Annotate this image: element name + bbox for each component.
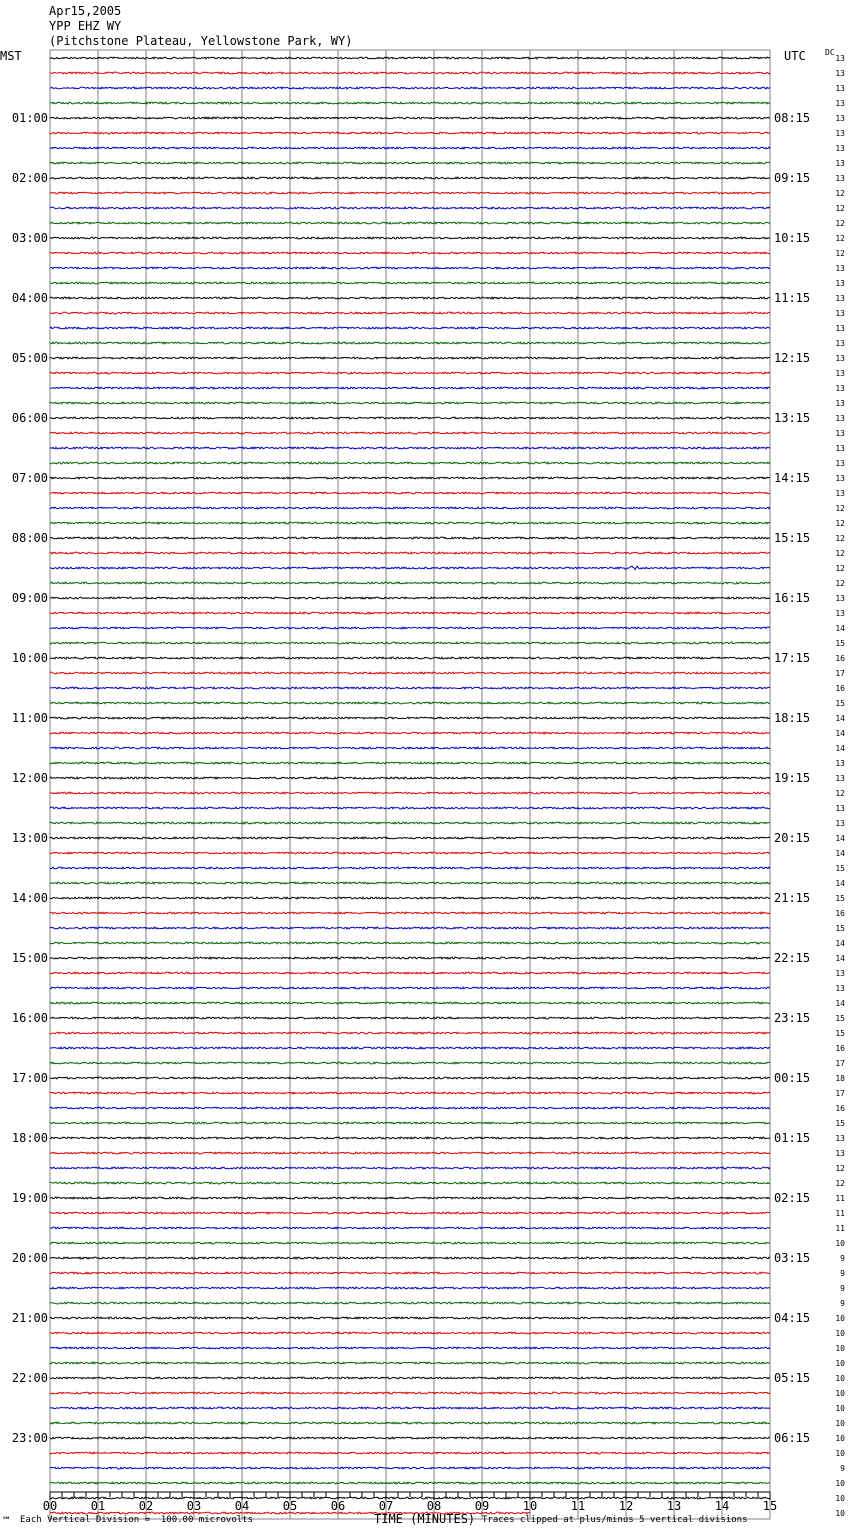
trace-row xyxy=(50,566,770,569)
trace-row xyxy=(50,612,770,614)
x-tick-label: 13 xyxy=(666,1499,682,1513)
x-tick-label: 14 xyxy=(714,1499,730,1513)
trace-row xyxy=(50,402,770,404)
trace-row xyxy=(50,1227,770,1229)
trace-row xyxy=(50,1107,770,1109)
dc-offset-label: 13 xyxy=(835,369,845,378)
trace-row xyxy=(50,207,770,209)
trace-row xyxy=(50,1242,770,1244)
dc-offset-label: 12 xyxy=(835,534,845,543)
hour-label-right: 10:15 xyxy=(774,231,811,245)
x-tick-label: 09 xyxy=(474,1499,490,1513)
trace-row xyxy=(50,507,770,509)
x-tick-label: 12 xyxy=(618,1499,634,1513)
dc-offset-label: 15 xyxy=(835,699,845,708)
dc-offset-label: 13 xyxy=(835,969,845,978)
trace-row xyxy=(50,1362,770,1364)
dc-offset-label: 13 xyxy=(835,384,845,393)
x-tick-label: 01 xyxy=(90,1499,106,1513)
hour-label-left: 12:00 xyxy=(11,771,48,785)
hour-label-right: 23:15 xyxy=(774,1011,811,1025)
trace-row xyxy=(50,1152,770,1154)
hour-label-left: 21:00 xyxy=(11,1311,48,1325)
dc-offset-label: 13 xyxy=(835,609,845,618)
dc-offset-label: 11 xyxy=(835,1194,845,1203)
dc-offset-label: 13 xyxy=(835,594,845,603)
trace-row xyxy=(50,927,770,929)
x-tick-label: 08 xyxy=(426,1499,442,1513)
dc-offset-label: 9 xyxy=(840,1464,845,1473)
dc-offset-label: 15 xyxy=(835,1014,845,1023)
trace-row xyxy=(50,702,770,704)
trace-row xyxy=(50,1452,770,1454)
trace-row xyxy=(50,1377,770,1379)
dc-offset-label: 12 xyxy=(835,1164,845,1173)
hour-label-right: 12:15 xyxy=(774,351,811,365)
hour-label-right: 06:15 xyxy=(774,1431,811,1445)
trace-row xyxy=(50,1122,770,1124)
trace-row xyxy=(50,1317,770,1319)
x-tick-label: 10 xyxy=(522,1499,538,1513)
dc-offset-label: 13 xyxy=(835,294,845,303)
hour-label-left: 16:00 xyxy=(11,1011,48,1025)
dc-offset-label: 10 xyxy=(835,1359,845,1368)
dc-offset-label: 13 xyxy=(835,474,845,483)
dc-offset-label: 13 xyxy=(835,1149,845,1158)
x-axis xyxy=(43,1492,777,1513)
trace-row xyxy=(50,462,770,464)
trace-row xyxy=(50,1002,770,1004)
trace-row xyxy=(50,1392,770,1394)
dc-offset-label: 14 xyxy=(835,954,845,963)
plot-date: Apr15,2005 xyxy=(49,4,122,18)
hour-label-right: 04:15 xyxy=(774,1311,811,1325)
x-tick-label: 02 xyxy=(138,1499,154,1513)
trace-row xyxy=(50,1197,770,1199)
hour-label-left: 15:00 xyxy=(11,951,48,965)
hour-label-left: 18:00 xyxy=(11,1131,48,1145)
trace-row xyxy=(50,1092,770,1094)
hour-label-right: 09:15 xyxy=(774,171,811,185)
dc-offset-label: 13 xyxy=(835,309,845,318)
dc-offset-label: 12 xyxy=(835,789,845,798)
dc-offset-label: 13 xyxy=(835,84,845,93)
dc-offset-label: 13 xyxy=(835,399,845,408)
hour-label-left: 22:00 xyxy=(11,1371,48,1385)
trace-row xyxy=(50,477,770,479)
hour-label-left: 06:00 xyxy=(11,411,48,425)
hour-label-left: 04:00 xyxy=(11,291,48,305)
trace-row xyxy=(50,672,770,674)
dc-offset-label: 13 xyxy=(835,54,845,63)
dc-offset-label: 10 xyxy=(835,1329,845,1338)
dc-offset-label: 13 xyxy=(835,159,845,168)
trace-row xyxy=(50,57,770,59)
hour-label-left: 07:00 xyxy=(11,471,48,485)
dc-offset-label: 12 xyxy=(835,204,845,213)
dc-offset-label: 17 xyxy=(835,1059,845,1068)
trace-row xyxy=(50,777,770,779)
trace-row xyxy=(50,1272,770,1274)
trace-row xyxy=(50,117,770,119)
hour-label-left: 17:00 xyxy=(11,1071,48,1085)
hour-label-left: 19:00 xyxy=(11,1191,48,1205)
hour-label-right: 19:15 xyxy=(774,771,811,785)
trace-row xyxy=(50,1182,770,1184)
x-tick-label: 05 xyxy=(282,1499,298,1513)
dc-offset-label: 13 xyxy=(835,984,845,993)
dc-offset-label: 14 xyxy=(835,729,845,738)
trace-row xyxy=(50,432,770,434)
dc-offset-label: 9 xyxy=(840,1299,845,1308)
trace-row xyxy=(50,1347,770,1349)
minute-grid xyxy=(50,50,770,1519)
trace-row xyxy=(50,1212,770,1214)
dc-offset-label: 12 xyxy=(835,504,845,513)
dc-offset-label: 15 xyxy=(835,924,845,933)
dc-offset-label: 16 xyxy=(835,909,845,918)
trace-row xyxy=(50,597,770,599)
hour-label-left: 03:00 xyxy=(11,231,48,245)
hour-label-right: 01:15 xyxy=(774,1131,811,1145)
dc-offset-label: 16 xyxy=(835,1044,845,1053)
trace-row xyxy=(50,687,770,689)
dc-offset-label: 14 xyxy=(835,714,845,723)
trace-row xyxy=(50,1497,770,1499)
trace-row xyxy=(50,1257,770,1259)
dc-offset-label: 9 xyxy=(840,1284,845,1293)
dc-offset-label: 12 xyxy=(835,189,845,198)
trace-row xyxy=(50,552,770,554)
trace-row xyxy=(50,1302,770,1304)
trace-row xyxy=(50,192,770,194)
trace-row xyxy=(50,342,770,344)
trace-row xyxy=(50,1482,770,1484)
dc-offset-label: 9 xyxy=(840,1254,845,1263)
trace-row xyxy=(50,1047,770,1049)
hour-label-right: 16:15 xyxy=(774,591,811,605)
dc-offset-label: 13 xyxy=(835,489,845,498)
hour-label-right: 02:15 xyxy=(774,1191,811,1205)
trace-row xyxy=(50,852,770,854)
dc-offset-label: 14 xyxy=(835,999,845,1008)
dc-offset-label: 16 xyxy=(835,1104,845,1113)
dc-offset-label: 14 xyxy=(835,849,845,858)
trace-row xyxy=(50,642,770,644)
hour-label-left: 08:00 xyxy=(11,531,48,545)
trace-row xyxy=(50,267,770,269)
trace-row xyxy=(50,1467,770,1469)
hour-label-left: 02:00 xyxy=(11,171,48,185)
x-tick-label: 15 xyxy=(762,1499,778,1513)
trace-row xyxy=(50,312,770,314)
trace-row xyxy=(50,162,770,164)
trace-row xyxy=(50,897,770,899)
dc-offset-label: 13 xyxy=(835,819,845,828)
trace-row xyxy=(50,837,770,839)
dc-label: DC xyxy=(825,48,835,57)
x-tick-label: 04 xyxy=(234,1499,250,1513)
trace-row xyxy=(50,957,770,959)
trace-row xyxy=(50,492,770,494)
dc-offset-label: 10 xyxy=(835,1344,845,1353)
trace-row xyxy=(50,102,770,104)
dc-offset-label: 13 xyxy=(835,804,845,813)
dc-offset-label: 13 xyxy=(835,324,845,333)
dc-offset-label: 10 xyxy=(835,1239,845,1248)
trace-row xyxy=(50,807,770,809)
trace-row xyxy=(50,732,770,734)
dc-offset-label: 12 xyxy=(835,1179,845,1188)
trace-row xyxy=(50,282,770,284)
dc-offset-label: 14 xyxy=(835,744,845,753)
dc-offset-label: 16 xyxy=(835,684,845,693)
dc-offset-label: 10 xyxy=(835,1314,845,1323)
trace-row xyxy=(50,72,770,74)
dc-offset-label: 15 xyxy=(835,894,845,903)
dc-offset-label: 12 xyxy=(835,219,845,228)
dc-offset-label: 13 xyxy=(835,279,845,288)
dc-offset-label: 17 xyxy=(835,1089,845,1098)
hour-label-right: 05:15 xyxy=(774,1371,811,1385)
x-tick-label: 07 xyxy=(378,1499,394,1513)
dc-offset-label: 18 xyxy=(835,1074,845,1083)
dc-offset-label: 12 xyxy=(835,519,845,528)
dc-offset-label: 13 xyxy=(835,69,845,78)
trace-row xyxy=(50,1422,770,1424)
hour-label-left: 01:00 xyxy=(11,111,48,125)
dc-offset-label: 12 xyxy=(835,249,845,258)
trace-row xyxy=(50,762,770,764)
trace-row xyxy=(50,822,770,824)
x-tick-label: 00 xyxy=(42,1499,58,1513)
hour-label-right: 18:15 xyxy=(774,711,811,725)
hour-label-right: 22:15 xyxy=(774,951,811,965)
trace-row xyxy=(50,657,770,659)
dc-offset-label: 10 xyxy=(835,1389,845,1398)
trace-row xyxy=(50,747,770,749)
dc-offset-label: 10 xyxy=(835,1449,845,1458)
hour-label-right: 00:15 xyxy=(774,1071,811,1085)
trace-row xyxy=(50,297,770,299)
dc-offset-label: 13 xyxy=(835,459,845,468)
trace-row xyxy=(50,1062,770,1064)
dc-offset-label: 12 xyxy=(835,549,845,558)
hour-label-left: 20:00 xyxy=(11,1251,48,1265)
left-timezone-label: MST xyxy=(0,49,22,63)
hour-label-right: 17:15 xyxy=(774,651,811,665)
trace-row xyxy=(50,522,770,524)
hour-label-right: 21:15 xyxy=(774,891,811,905)
dc-offset-label: 13 xyxy=(835,429,845,438)
trace-row xyxy=(50,537,770,539)
hour-label-right: 13:15 xyxy=(774,411,811,425)
trace-row xyxy=(50,912,770,914)
trace-row xyxy=(50,357,770,359)
trace-row xyxy=(50,867,770,869)
trace-row xyxy=(50,87,770,89)
dc-offset-label: 13 xyxy=(835,444,845,453)
dc-offset-label: 16 xyxy=(835,654,845,663)
dc-offset-label: 15 xyxy=(835,639,845,648)
dc-offset-label: 13 xyxy=(835,759,845,768)
dc-offset-label: 13 xyxy=(835,114,845,123)
trace-row xyxy=(50,1017,770,1019)
trace-row xyxy=(50,1332,770,1334)
dc-offset-label: 10 xyxy=(835,1479,845,1488)
dc-offset-label: 14 xyxy=(835,879,845,888)
trace-row xyxy=(50,1077,770,1079)
dc-offset-label: 17 xyxy=(835,669,845,678)
dc-offset-label: 13 xyxy=(835,129,845,138)
hour-label-right: 15:15 xyxy=(774,531,811,545)
trace-rows xyxy=(50,57,770,1514)
dc-offset-labels xyxy=(835,54,845,1518)
dc-offset-label: 9 xyxy=(840,1269,845,1278)
dc-offset-label: 13 xyxy=(835,339,845,348)
dc-offset-label: 10 xyxy=(835,1419,845,1428)
trace-row xyxy=(50,1167,770,1169)
hour-label-right: 08:15 xyxy=(774,111,811,125)
dc-offset-label: 10 xyxy=(835,1404,845,1413)
dc-offset-label: 12 xyxy=(835,234,845,243)
dc-offset-label: 10 xyxy=(835,1434,845,1443)
x-tick-label: 11 xyxy=(570,1499,586,1513)
trace-row xyxy=(50,1137,770,1139)
trace-row xyxy=(50,942,770,944)
trace-row xyxy=(50,882,770,884)
trace-row xyxy=(50,222,770,224)
hour-label-left: 11:00 xyxy=(11,711,48,725)
dc-offset-label: 13 xyxy=(835,1134,845,1143)
station-location: (Pitchstone Plateau, Yellowstone Park, WY) xyxy=(49,34,353,48)
hour-label-left: 05:00 xyxy=(11,351,48,365)
dc-offset-label: 14 xyxy=(835,834,845,843)
dc-offset-label: 10 xyxy=(835,1509,845,1518)
trace-row xyxy=(50,627,770,629)
trace-row xyxy=(50,792,770,794)
dc-offset-label: 13 xyxy=(835,144,845,153)
trace-row xyxy=(50,177,770,179)
hour-label-right: 20:15 xyxy=(774,831,811,845)
dc-offset-label: 12 xyxy=(835,564,845,573)
trace-row xyxy=(50,1437,770,1439)
hour-label-left: 14:00 xyxy=(11,891,48,905)
dc-offset-label: 11 xyxy=(835,1209,845,1218)
dc-offset-label: 13 xyxy=(835,99,845,108)
right-timezone-label: UTC xyxy=(784,49,806,63)
trace-row xyxy=(50,987,770,989)
trace-row xyxy=(50,237,770,239)
trace-row xyxy=(50,252,770,254)
trace-row xyxy=(50,447,770,449)
x-tick-label: 06 xyxy=(330,1499,346,1513)
dc-offset-label: 10 xyxy=(835,1494,845,1503)
plot-frame xyxy=(50,50,770,1519)
trace-row xyxy=(50,327,770,329)
dc-offset-label: 15 xyxy=(835,864,845,873)
hour-label-left: 09:00 xyxy=(11,591,48,605)
trace-row xyxy=(50,582,770,584)
dc-offset-label: 14 xyxy=(835,624,845,633)
x-tick-label: 03 xyxy=(186,1499,202,1513)
dc-offset-label: 13 xyxy=(835,354,845,363)
dc-offset-label: 13 xyxy=(835,174,845,183)
dc-offset-label: 11 xyxy=(835,1224,845,1233)
station-code: YPP EHZ WY xyxy=(49,19,122,33)
scale-note: Each Vertical Division = 100.00 microvolts xyxy=(20,1515,253,1525)
corner-mark: ℠ xyxy=(2,1516,12,1526)
trace-row xyxy=(50,1287,770,1289)
hour-label-left: 10:00 xyxy=(11,651,48,665)
dc-offset-label: 12 xyxy=(835,579,845,588)
hour-label-right: 14:15 xyxy=(774,471,811,485)
dc-offset-label: 10 xyxy=(835,1374,845,1383)
x-axis-title: TIME (MINUTES) xyxy=(374,1512,476,1526)
hour-label-right: 03:15 xyxy=(774,1251,811,1265)
trace-row xyxy=(50,147,770,149)
hour-labels-left xyxy=(12,111,48,1445)
trace-row xyxy=(50,372,770,374)
dc-offset-label: 15 xyxy=(835,1029,845,1038)
trace-row xyxy=(50,1407,770,1409)
hour-label-left: 23:00 xyxy=(11,1431,48,1445)
hour-labels-right xyxy=(774,111,810,1445)
trace-row xyxy=(50,972,770,974)
hour-label-left: 13:00 xyxy=(11,831,48,845)
trace-row xyxy=(50,387,770,389)
dc-offset-label: 14 xyxy=(835,939,845,948)
hour-label-right: 11:15 xyxy=(774,291,811,305)
trace-row xyxy=(50,132,770,134)
clip-note: Traces clipped at plus/minus 5 vertical divisions xyxy=(482,1515,748,1525)
trace-row xyxy=(50,717,770,719)
dc-offset-label: 13 xyxy=(835,264,845,273)
trace-row xyxy=(50,417,770,419)
dc-offset-label: 15 xyxy=(835,1119,845,1128)
trace-row xyxy=(50,1032,770,1034)
dc-offset-label: 13 xyxy=(835,414,845,423)
dc-offset-label: 13 xyxy=(835,774,845,783)
